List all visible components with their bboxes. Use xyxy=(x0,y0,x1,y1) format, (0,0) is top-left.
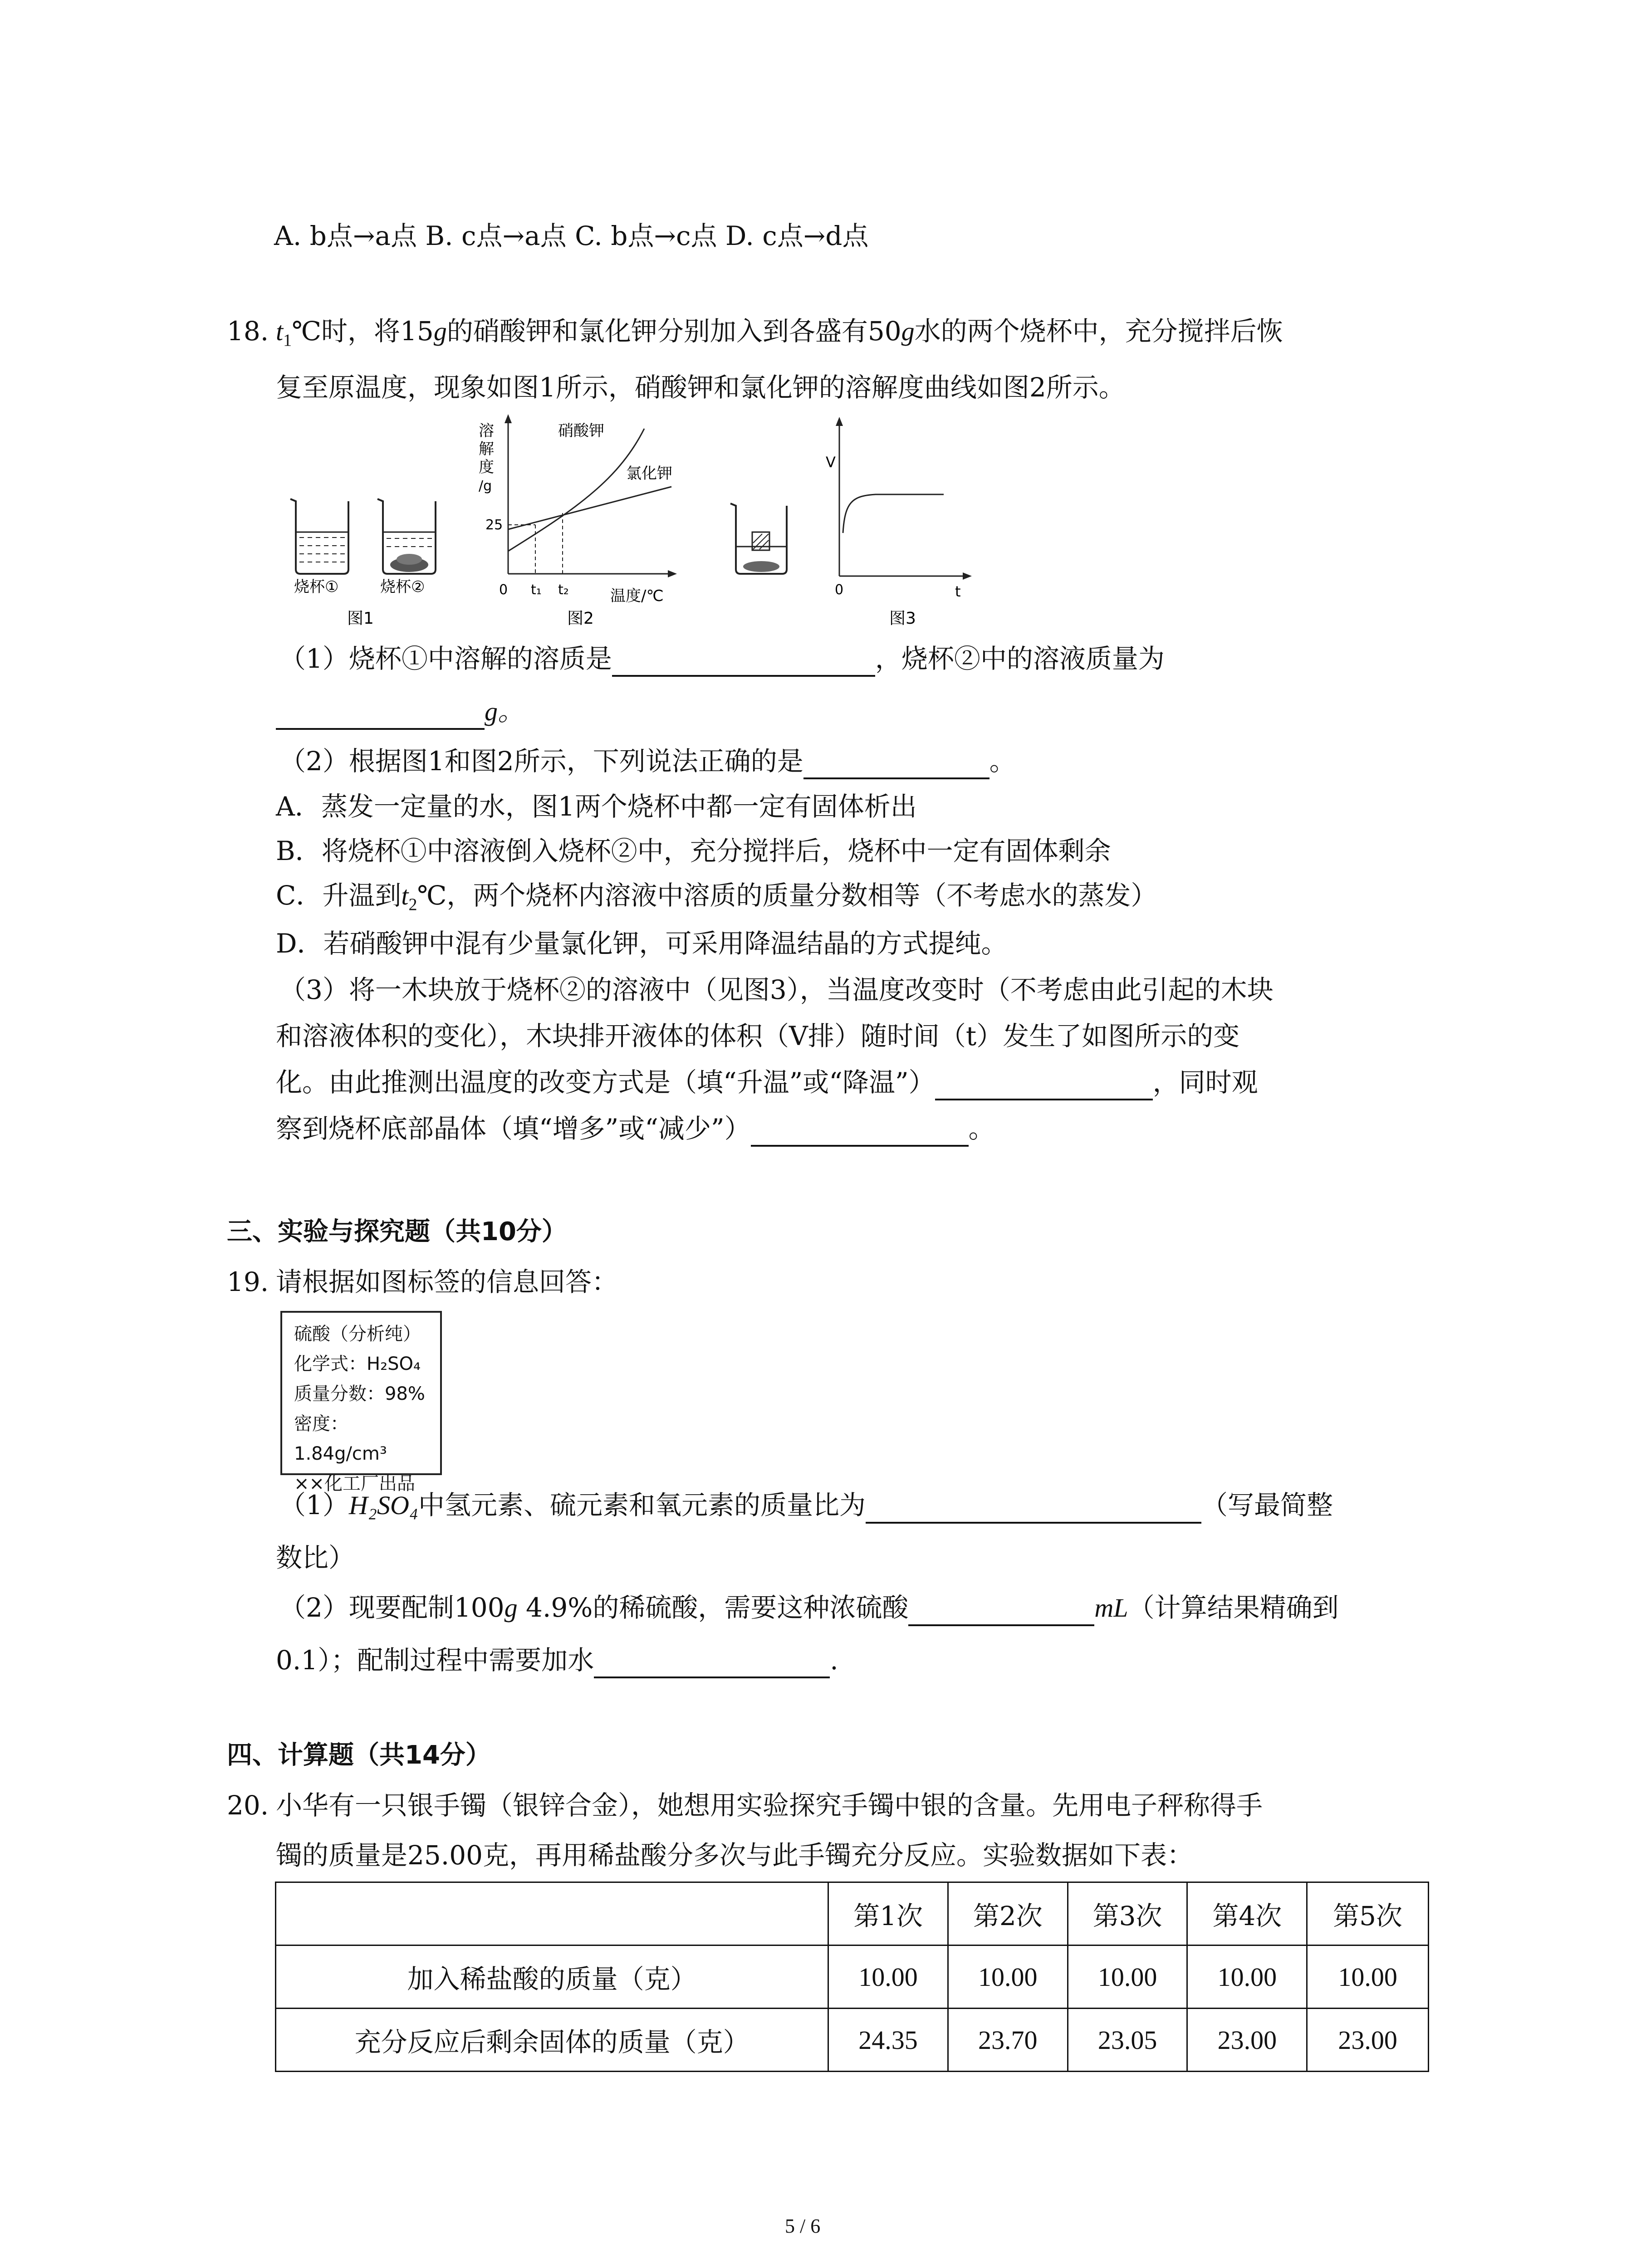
table-row-label: 充分反应后剩余固体的质量（克） xyxy=(276,2009,828,2072)
q18-part3-line1: （3）将一木块放于烧杯②的溶液中（见图3），当温度改变时（不考虑由此引起的木块 xyxy=(279,974,1274,1005)
table-header-row xyxy=(276,1882,1429,1945)
table-header-cell: 第3次 xyxy=(1068,1882,1187,1945)
q18-part1: （1）烧杯①中溶解的溶质是 ，烧杯②中的溶液质量为 xyxy=(279,640,1165,677)
fig2-curve-kno3 xyxy=(508,429,644,551)
q19-stem: 请根据如图标签的信息回答： xyxy=(276,1266,618,1297)
table-cell: 23.05 xyxy=(1068,2009,1187,2072)
fig3-curve xyxy=(843,494,944,533)
fig2-ylabel-4: /g xyxy=(479,478,492,494)
q18-option-c: C．升温到$t_2℃$，两个烧杯内溶液中溶质的质量分数相等（不考虑水的蒸发） xyxy=(276,880,1157,914)
section-4-heading: 四、计算题（共14分） xyxy=(227,1740,491,1770)
table-cell: 10.00 xyxy=(1068,1945,1187,2009)
fig1-beaker1-label: 烧杯① xyxy=(294,578,339,596)
q18-stem-line2: 复至原温度，现象如图1所示，硝酸钾和氯化钾的溶解度曲线如图2所示。 xyxy=(276,372,1125,403)
q18-part3-line2: 和溶液体积的变化），木块排开液体的体积（V排）随时间（t）发生了如图所示的变 xyxy=(276,1021,1240,1051)
q18-part1-blank2[interactable] xyxy=(276,700,485,730)
q19-part1: （1）H₂SO₄中氢元素、硫元素和氧元素的质量比为 （写最简整 xyxy=(279,1487,1333,1524)
fig2-series2-label: 氯化钾 xyxy=(626,464,672,483)
fig2-ytick-25: 25 xyxy=(485,517,503,533)
reagent-label-line3: 质量分数：98% xyxy=(294,1383,425,1404)
table-row-label: 加入稀盐酸的质量（克） xyxy=(276,1945,828,2009)
page-number: 5 / 6 xyxy=(785,2215,821,2237)
q18-part3-line3: 化。由此推测出温度的改变方式是（填“升温”或“降温”） ，同时观 xyxy=(276,1064,1258,1100)
fig1-caption: 图1 xyxy=(347,609,374,628)
reagent-label-line5: ××化工厂出品 xyxy=(294,1473,416,1494)
q18-stem-line1: $t_1℃$时，将15g的硝酸钾和氯化钾分别加入到各盛有50g水的两个烧杯中，充分搅拌后恢 xyxy=(276,316,1283,350)
q18-part1-blank1[interactable] xyxy=(612,647,875,677)
fig3-ylabel: V xyxy=(826,454,836,471)
table-header-cell: 第1次 xyxy=(828,1882,948,1945)
table-cell: 23.70 xyxy=(948,2009,1068,2072)
beaker-2-icon xyxy=(377,499,436,574)
q17-options: A. b点→a点 B. c点→a点 C. b点→c点 D. c点→d点 xyxy=(274,220,869,251)
reagent-label-line1: 硫酸（分析纯） xyxy=(294,1324,421,1344)
fig3-origin: 0 xyxy=(835,582,844,598)
q20-data-table xyxy=(275,1882,1429,2072)
q20-stem-line1: 小华有一只银手镯（银锌合金），她想用实验探究手镯中银的含量。先用电子秤称得手 xyxy=(276,1790,1263,1821)
fig1-beaker2-label: 烧杯② xyxy=(380,578,425,596)
q18-option-d: D．若硝酸钾中混有少量氯化钾，可采用降温结晶的方式提纯。 xyxy=(276,928,1008,959)
q18-option-b: B．将烧杯①中溶液倒入烧杯②中，充分搅拌后，烧杯中一定有固体剩余 xyxy=(276,836,1111,866)
fig2-ylabel-3: 度 xyxy=(479,458,494,476)
table-row xyxy=(276,2009,1429,2072)
table-cell: 10.00 xyxy=(1187,1945,1307,2009)
q20-number: 20. xyxy=(227,1790,269,1821)
q19-part1-line2: 数比） xyxy=(276,1542,355,1573)
table-cell: 10.00 xyxy=(828,1945,948,2009)
figure1 xyxy=(290,499,436,628)
q18-part1-line2: g。 xyxy=(276,693,524,730)
fig2-xtick-t1: t₁ xyxy=(531,582,542,598)
fig3-xlabel: t xyxy=(955,583,961,600)
table-cell: 24.35 xyxy=(828,2009,948,2072)
q18-figures xyxy=(272,411,980,637)
figure2 xyxy=(479,414,677,628)
table-cell: 10.00 xyxy=(1307,1945,1429,2009)
table-row xyxy=(276,1945,1429,2009)
fig2-ylabel-1: 溶 xyxy=(479,422,494,440)
q19-part2-blank2[interactable] xyxy=(594,1648,830,1678)
q19-part1-blank[interactable] xyxy=(866,1494,1201,1524)
table-header-cell: 第4次 xyxy=(1187,1882,1307,1945)
q18-part2: （2）根据图1和图2所示，下列说法正确的是 。 xyxy=(279,743,1016,779)
q18-number: 18. xyxy=(227,316,269,347)
beaker-wood-block-icon xyxy=(730,503,787,574)
q19-part2-blank1[interactable] xyxy=(908,1596,1094,1626)
q18-part3-blank1[interactable] xyxy=(935,1070,1153,1100)
q19-part2-line2: 0.1）；配制过程中需要加水 . xyxy=(276,1642,838,1678)
q20-stem-line2: 镯的质量是25.00克，再用稀盐酸分多次与此手镯充分反应。实验数据如下表： xyxy=(276,1840,1194,1871)
reagent-label xyxy=(280,1311,442,1494)
table-cell: 23.00 xyxy=(1307,2009,1429,2072)
reagent-label-line2: 化学式：H₂SO₄ xyxy=(294,1354,421,1374)
q18-part3-line4: 察到烧杯底部晶体（填“增多”或“减少”） 。 xyxy=(276,1110,995,1147)
table-cell: 10.00 xyxy=(948,1945,1068,2009)
fig2-series1-label: 硝酸钾 xyxy=(558,422,604,440)
q18-option-a: A．蒸发一定量的水，图1两个烧杯中都一定有固体析出 xyxy=(276,791,917,822)
section-3-heading: 三、实验与探究题（共10分） xyxy=(227,1217,567,1246)
q18-part2-blank[interactable] xyxy=(803,749,989,779)
fig2-ylabel-2: 解 xyxy=(479,440,494,458)
fig2-caption: 图2 xyxy=(567,609,594,628)
q19-part2: （2）现要配制100g 4.9%的稀硫酸，需要这种浓硫酸 mL（计算结果精确到 xyxy=(279,1589,1339,1626)
q18-part3-blank2[interactable] xyxy=(751,1117,969,1147)
fig2-xtick-t2: t₂ xyxy=(558,582,569,598)
fig3-caption: 图3 xyxy=(889,609,916,628)
fig2-xlabel: 温度/℃ xyxy=(610,587,664,605)
fig2-curve-kcl xyxy=(508,487,671,529)
table-header-cell: 第2次 xyxy=(948,1882,1068,1945)
table-header-cell xyxy=(276,1882,828,1945)
q19-number: 19. xyxy=(227,1266,269,1297)
fig2-origin: 0 xyxy=(499,582,508,598)
figure3 xyxy=(730,417,972,628)
beaker-1-icon xyxy=(290,499,348,574)
reagent-label-line4: 密度：1.84g/cm³ xyxy=(294,1413,387,1464)
table-header-cell: 第5次 xyxy=(1307,1882,1429,1945)
table-cell: 23.00 xyxy=(1187,2009,1307,2072)
